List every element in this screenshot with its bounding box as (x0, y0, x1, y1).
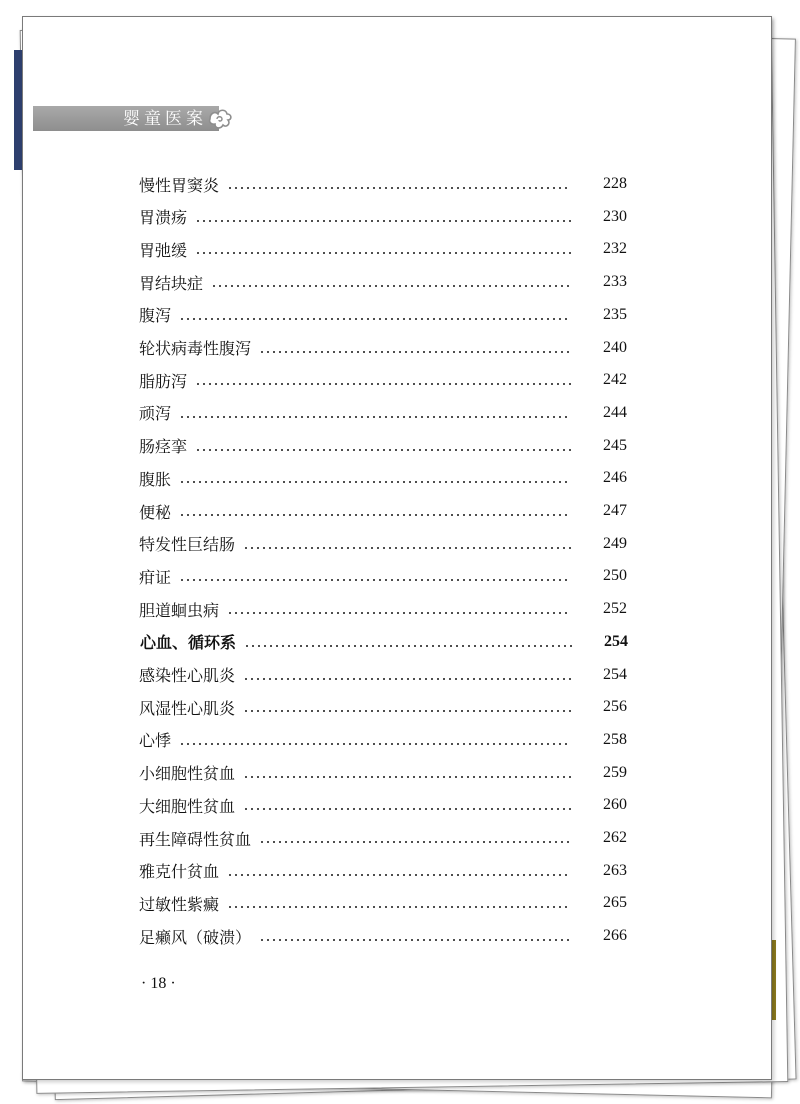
toc-page-number: 260 (603, 796, 627, 814)
toc-entry-row (139, 237, 627, 261)
dot-leader (195, 449, 571, 451)
running-header-title: 婴童医案 (123, 109, 207, 129)
dot-leader (243, 776, 571, 778)
toc-entry-title: 足癞风（破溃） (139, 927, 252, 947)
toc-entry-title: 胆道蛔虫病 (139, 600, 220, 620)
toc-page-number: 246 (603, 469, 627, 487)
toc-entry-title: 胃结块症 (139, 273, 204, 293)
toc-page-number: 256 (603, 698, 627, 716)
toc-page-number: 233 (603, 273, 627, 291)
toc-entry-title: 腹胀 (139, 469, 172, 489)
toc-page-number: 245 (603, 436, 627, 454)
toc-entry-row (139, 663, 627, 687)
toc-page-number: 242 (603, 371, 627, 389)
dot-leader (243, 547, 571, 549)
toc-entry-row (139, 434, 627, 458)
toc-section-row (140, 630, 628, 654)
toc-page-number: 254 (603, 665, 627, 683)
dot-leader (227, 874, 571, 876)
toc-entry-title: 雅克什贫血 (139, 862, 220, 882)
toc-entry-row (139, 336, 627, 360)
toc-entry-row (139, 368, 627, 392)
toc-page-number: 247 (603, 502, 627, 519)
toc-entry-row (139, 401, 627, 425)
dot-leader (243, 710, 571, 712)
dot-leader (211, 285, 571, 287)
toc-entry-row (139, 303, 627, 327)
dot-leader (259, 939, 571, 941)
toc-page-number: 230 (603, 207, 627, 225)
toc-entry-row (139, 597, 627, 621)
toc-page-number: 232 (603, 240, 627, 258)
toc-entry-title: 疳证 (139, 567, 172, 587)
toc-page-number: 254 (604, 632, 628, 650)
dot-leader (244, 645, 572, 647)
dot-leader (243, 808, 571, 810)
dot-leader (179, 514, 571, 516)
dot-leader (195, 252, 571, 254)
dot-leader (179, 481, 571, 483)
page-number: · 18 · (141, 975, 176, 992)
dot-leader (195, 383, 571, 385)
dot-leader (227, 187, 571, 189)
toc-entry-row (139, 924, 627, 948)
toc-page-number: 266 (603, 927, 627, 945)
toc-entry-title: 轮状病毒性腹泻 (139, 339, 252, 358)
toc-page-number: 263 (603, 861, 627, 879)
toc-entry-row (139, 859, 627, 883)
toc-entry-row (139, 728, 627, 752)
sheet-edge-accent (14, 50, 22, 170)
toc-entry-title: 顽泻 (139, 404, 172, 424)
dot-leader (227, 906, 571, 908)
dot-leader (179, 579, 571, 581)
toc-page-number: 249 (603, 534, 627, 552)
toc-entry-row (139, 695, 627, 719)
dot-leader (179, 318, 571, 320)
toc-entry-title: 过敏性紫癜 (139, 894, 220, 914)
toc-entry-row (139, 564, 627, 588)
toc-entry-row (139, 891, 627, 915)
toc-entry-title: 心悸 (139, 731, 172, 751)
toc-entry-title: 感染性心肌炎 (139, 666, 236, 685)
toc-page-number: 258 (603, 730, 627, 748)
document-page (22, 16, 772, 1080)
dot-leader (243, 678, 571, 680)
toc-entry-title: 心血、循环系 (140, 633, 237, 653)
toc-page-number: 235 (603, 305, 627, 323)
toc-entry-row (139, 205, 627, 229)
toc-entry-title: 风湿性心肌炎 (139, 698, 236, 718)
dot-leader (179, 416, 571, 418)
toc-entry-title: 便秘 (139, 502, 172, 522)
toc-entry-row (139, 761, 627, 785)
toc-page-number: 265 (603, 894, 627, 912)
toc-entry-title: 胃溃疡 (139, 208, 188, 228)
toc-entry-title: 特发性巨结肠 (139, 535, 236, 555)
toc-page-number: 244 (603, 403, 627, 421)
toc-entry-title: 再生障碍性贫血 (139, 829, 252, 849)
toc-entry-row (139, 172, 627, 196)
dot-leader (259, 841, 571, 843)
toc-page-number: 259 (603, 763, 627, 781)
toc-page-number: 262 (603, 829, 627, 846)
toc-entry-title: 小细胞性贫血 (139, 764, 236, 784)
toc-page-number: 240 (603, 338, 627, 356)
toc-entry-row (139, 466, 627, 490)
toc-entry-title: 慢性胃窦炎 (139, 175, 220, 195)
toc-page-number: 228 (603, 175, 627, 192)
toc-entry-row (139, 826, 627, 850)
toc-entry-row (139, 270, 627, 294)
toc-entry-title: 脂肪泻 (139, 371, 188, 391)
toc-entry-title: 大细胞性贫血 (139, 796, 236, 816)
toc-entry-title: 胃弛缓 (139, 240, 188, 260)
dot-leader (227, 612, 571, 614)
toc-page-number: 250 (603, 567, 627, 585)
cloud-ornament-icon (207, 106, 233, 132)
toc-entry-row (139, 499, 627, 523)
toc-page-number: 252 (603, 600, 627, 618)
dot-leader (195, 220, 571, 222)
dot-leader (179, 743, 571, 745)
toc-entry-row (139, 793, 627, 817)
toc-entry-title: 肠痉挛 (139, 437, 188, 457)
dot-leader (259, 351, 571, 353)
toc-entry-title: 腹泻 (139, 306, 172, 326)
toc-entry-row (139, 532, 627, 556)
